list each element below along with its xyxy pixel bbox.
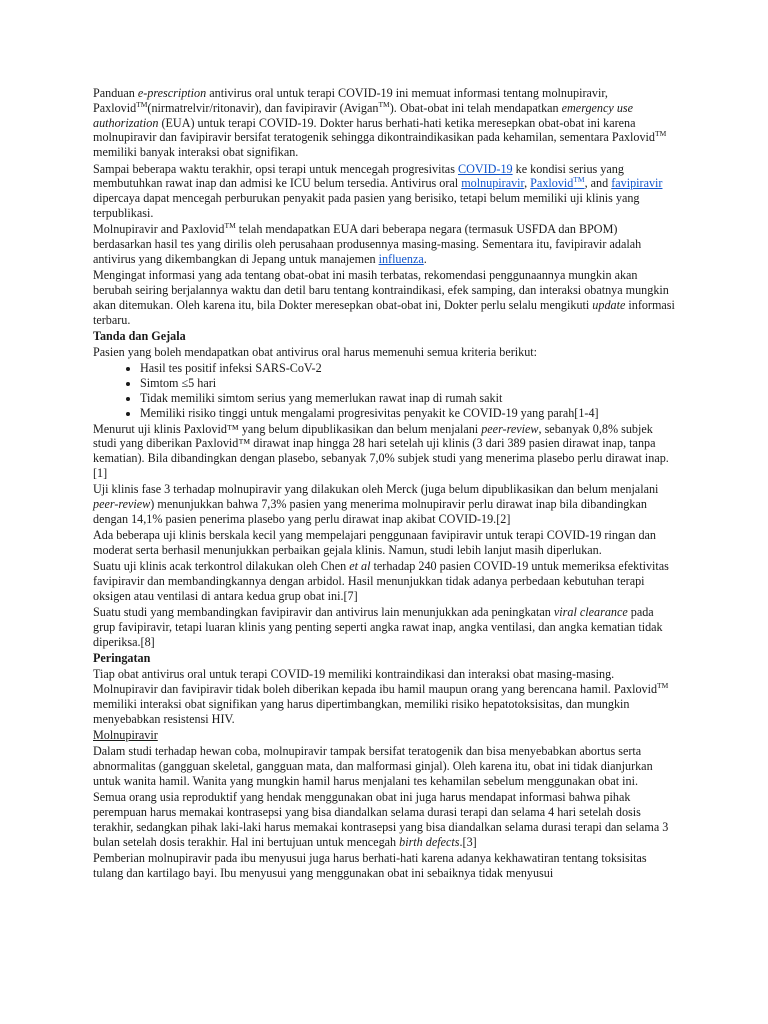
text: , sebanyak 0,8% subjek studi yang diberikan Paxlovid™ dirawat inap hingga 28 hari setelah uji klinis (3 dari 389 pasien dirawat inap, tanpa kematian). Bila dibandingkan dengan plasebo, sebanyak 7,0% subjek studi yang menerima plasebo perlu dirawat inap.[1] [93,421,669,480]
text: informasi terbaru. [93,297,675,327]
progression-paragraph [93,162,678,221]
link-paxlovid[interactable] [530,176,584,190]
section-heading-signs-symptoms: Tanda dan Gejala [93,329,186,344]
paxlovid-trial-paragraph [93,422,678,481]
link-text: Paxlovid [530,176,574,191]
text: Mengingat informasi yang ada tentang obat-obat ini masih terbatas, rekomendasi penggunaannya mungkin akan berubah seiring berjalannya waktu dan detil baru tentang kontraindikasi, efek samping, dan interaksi obatnya mungkin akan ditemukan. Oleh karena itu, bila Dokter meresepkan obat-obat ini, Dokter perlu selalu mengikuti [93,268,669,312]
limited-info-paragraph [93,268,678,327]
subheading-molnupiravir: Molnupiravir [93,728,158,742]
text: Tiap obat antivirus oral untuk terapi COVID-19 memiliki kontraindikasi dan interaksi obat masing-masing. Molnupiravir dan favipiravir tidak boleh diberikan kepada ibu hamil maupun orang yang berencana hamil. Paxlovid [93,667,658,697]
text: Semua orang usia reproduktif yang hendak menggunakan obat ini juga harus mendapat informasi bahwa pihak perempuan harus memakai kontrasepsi yang bisa diandalkan selama durasi terapi dan selama 4 hari setelah dosis terakhir, sedangkan pihak laki-laki harus memakai kontrasepsi yang bisa diandalkan selama durasi terapi dan selama 3 bulan setelah dosis terakhir. Hal ini bertujuan untuk mencegah [93,790,669,849]
text: dipercaya dapat mencegah perburukan penyakit pada pasien yang berisiko, tetapi belum memiliki uji klinis yang terpublikasi. [93,191,640,220]
text: pada grup favipiravir, tetapi luaran klinis yang penting seperti angka rawat inap, angka ventilasi, dan angka kematian tidak diperiksa.[8] [93,605,663,650]
molnupiravir-trial-paragraph [93,482,678,526]
teratogenic-paragraph: Dalam studi terhadap hewan coba, molnupiravir tampak bersifat teratogenik dan bisa menyebabkan abortus serta abnormalitas (gangguan skeletal, gangguan mata, dan malformasi ginjal). Oleh karena itu, obat ini tidak dianjurkan untuk wanita hamil. Wanita yang mungkin hamil harus menjalani tes kehamilan sebelum menggunakan obat ini. [93,744,653,788]
text: telah mendapatkan EUA dari beberapa negara (termasuk USFDA dan BPOM) berdasarkan hasil tes yang dirilis oleh perusahaan produsennya masing-masing. Sementara itu, favipiravir adalah antivirus yang dikembangkan di Jepang untuk manajemen [93,222,642,266]
text: Panduan [93,86,138,100]
chen-trial-paragraph [93,559,678,603]
document-page [93,86,678,882]
list-item: • Simtom ≤5 hari [140,376,678,391]
criteria-list [93,361,678,420]
link-covid19[interactable]: COVID-19 [457,161,513,176]
text-italic: et al [349,559,371,574]
trademark-sup: TM [378,99,390,109]
favipiravir-trials-paragraph: Ada beberapa uji klinis berskala kecil yang mempelajari penggunaan favipiravir untuk terapi COVID-19 ringan dan moderat serta berhasil menunjukkan perbaikan gejala klinis. Namun, studi lebih lanjut masih diperlukan. [93,528,656,558]
trademark-sup: TM [657,681,669,691]
eua-paragraph [93,222,678,266]
list-item: • Tidak memiliki simtom serius yang memerlukan rawat inap di rumah sakit [140,391,678,406]
text: .[3] [459,834,477,849]
text: ). Obat-obat ini telah mendapatkan [389,100,562,115]
text: , and [584,176,612,191]
criteria-intro: Pasien yang boleh mendapatkan obat antivirus oral harus memenuhi semua kriteria berikut: [93,344,538,359]
text-italic: viral clearance [553,605,628,620]
list-item: • Hasil tes positif infeksi SARS-CoV-2 [140,361,678,376]
trademark-sup: TM [136,99,148,109]
text: Uji klinis fase 3 terhadap molnupiravir yang dilakukan oleh Merck (juga belum dipublikasikan dan belum menjalani [93,482,659,497]
contraception-paragraph [93,790,678,849]
text: Molnupiravir and Paxlovid [93,222,225,237]
warnings-paragraph [93,667,678,726]
text: (EUA) untuk terapi COVID-19. Dokter harus berhati-hati ketika meresepkan obat-obat ini karena molnupiravir dan favipiravir bersifat teratogenik sehingga dikontraindikasikan pada kehamilan, sementara Paxlovid [93,115,656,145]
text: ke kondisi serius yang membutuhkan rawat inap dan admisi ke ICU belum tersedia. Antivirus oral [93,161,624,191]
text: Suatu uji klinis acak terkontrol dilakukan oleh Chen [93,559,350,574]
breastfeeding-paragraph: Pemberian molnupiravir pada ibu menyusui juga harus berhati-hati karena adanya kekhawatiran tentang toksisitas tulang dan kartilago bayi. Ibu menyusui yang menggunakan obat ini sebaiknya tidak menyusui [93,851,647,880]
text: . [423,251,427,266]
text: (nirmatrelvir/ritonavir), dan favipiravir (Avigan [147,100,379,115]
text-italic: peer-review [481,421,539,436]
text: antivirus oral untuk terapi COVID-19 ini memuat informasi tentang molnupiravir, Paxlovid [93,86,608,115]
list-item: • Memiliki risiko tinggi untuk mengalami progresivitas penyakit ke COVID-19 yang parah[1-4] [140,406,678,421]
trademark-sup: TM [573,175,585,185]
text: memiliki interaksi obat signifikan yang harus dipertimbangkan, memiliki risiko hepatotoksisitas, dan mungkin menyebabkan resistensi HIV. [93,696,630,726]
section-heading-warnings: Peringatan [93,651,151,666]
text-italic: birth defects [399,834,460,849]
text: Sampai beberapa waktu terakhir, opsi terapi untuk mencegah progresivitas [93,161,458,176]
text: , [524,176,531,191]
link-influenza[interactable]: influenza [378,251,424,266]
text: terhadap 240 pasien COVID-19 untuk memeriksa efektivitas favipiravir dan membandingkannya dengan arbidol. Hasil menunjukkan tidak adanya perbedaan kebutuhan terapi oksigen atau ventilasi di antara kedua grup obat ini.[7] [93,559,669,604]
text-italic: update [592,297,626,312]
text: ) menunjukkan bahwa 7,3% pasien yang menerima molnupiravir perlu dirawat inap bila dibandingkan dengan 14,1% pasien penerima plasebo yang perlu dirawat inap akibat COVID-19.[2] [93,497,647,526]
viral-clearance-paragraph [93,605,678,649]
trademark-sup: TM [655,129,667,139]
text-italic: emergency use authorization [93,100,633,130]
text: Suatu studi yang membandingkan favipiravir dan antivirus lain menunjukkan ada peningkatan [93,605,554,620]
text: memiliki banyak interaksi obat signifikan. [93,145,299,160]
text: Menurut uji klinis Paxlovid™ yang belum dipublikasikan dan belum menjalani [93,421,482,436]
trademark-sup: TM [224,221,236,231]
text-italic: peer-review [93,497,151,512]
intro-paragraph [93,86,678,160]
text-italic: e-prescription [137,86,207,100]
link-favipiravir[interactable]: favipiravir [611,176,663,191]
link-molnupiravir[interactable]: molnupiravir [461,176,525,191]
